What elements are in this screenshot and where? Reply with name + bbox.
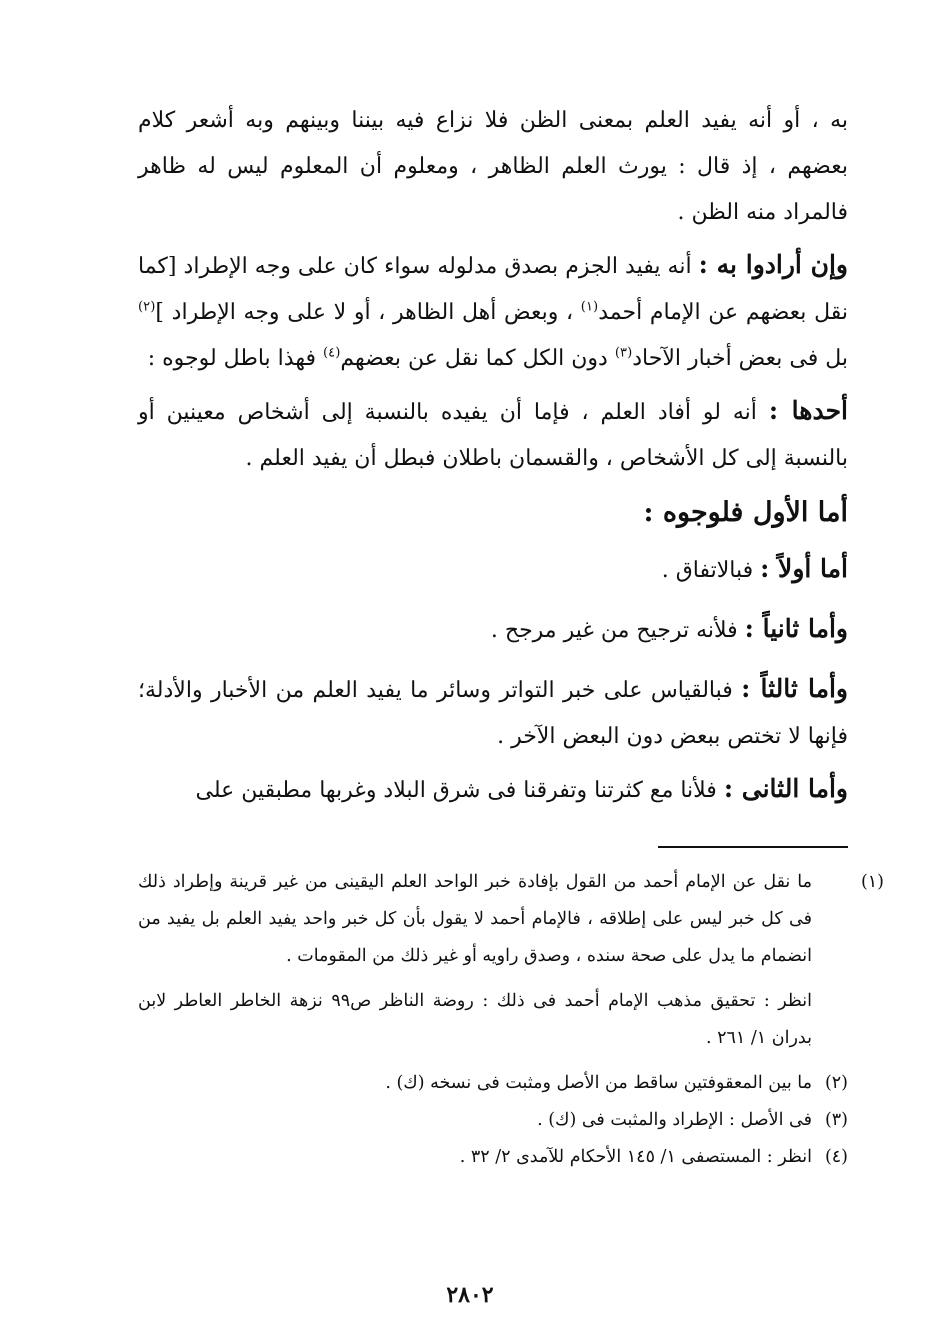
footnote-1-number: (١): [860, 872, 884, 892]
paragraph-2: [138, 242, 848, 382]
paragraph-4: [138, 540, 848, 600]
paragraph-7-text: فلأنا مع كثرتنا وتفرقنا فى شرق البلاد وغربها مطبقين على: [195, 778, 724, 803]
footnote-4-text: انظر : المستصفى ١/ ١٤٥ الأحكام للآمدى ٢/ ٣٢ .: [459, 1147, 812, 1167]
footnote-2-number: (٢): [824, 1073, 848, 1093]
paragraph-3-text: أنه لو أفاد العلم ، فإما أن يفيده بالنسبة إلى أشخاص معينين أو بالنسبة إلى كل الأشخاص ، والقسمان باطلان فبطل أن يفيد العلم .: [138, 400, 848, 471]
footnote-1: [138, 864, 884, 975]
footnote-ref-4[interactable]: (٤): [322, 345, 341, 361]
footnotes: [138, 864, 884, 1176]
footnote-1-text: ما نقل عن الإمام أحمد من القول بإفادة خبر الواحد العلم اليقينى من غير قرينة وإطراد ذلك فى كل خبر ليس على إطلاقه ، فالإمام أحمد لا يقول بأن كل خبر واحد يفيد العلم بل يفيد من انضمام ما يدل على صحة سنده ، وصدق راويه أو غير ذلك من المقومات .: [138, 872, 812, 966]
paragraph-7-lead: وأما الثانى :: [723, 774, 848, 803]
footnote-ref-3[interactable]: (٣): [614, 345, 633, 361]
paragraph-6-lead: وأما ثالثاً :: [741, 674, 848, 703]
footnote-2-text: ما بين المعقوفتين ساقط من الأصل ومثبت فى نسخه (ك) .: [385, 1073, 812, 1093]
paragraph-5: [138, 600, 848, 660]
footnote-divider: [658, 846, 848, 848]
section-heading: أما الأول فلوجوه :: [643, 497, 848, 528]
paragraph-2-text-d: دون الكل كما نقل عن بعضهم: [340, 346, 615, 371]
paragraph-6: [138, 666, 848, 760]
paragraph-2-text-e: فهذا باطل لوجوه :: [147, 346, 323, 371]
paragraph-5-lead: وأما ثانياً :: [744, 614, 848, 643]
paragraph-4-lead: أما أولاً :: [760, 554, 848, 583]
footnote-4-number: (٤): [824, 1147, 848, 1167]
paragraph-3-lead: أحدها :: [768, 396, 848, 425]
paragraph-2-text-a: أنه يفيد الجزم بصدق مدلوله سواء كان على وجه الإطراد [كما نقل بعضهم عن الإمام أحمد: [138, 254, 849, 325]
footnote-ref-1[interactable]: (١): [580, 299, 599, 315]
footnote-4: [138, 1139, 848, 1176]
paragraph-7: [138, 760, 848, 820]
footnote-ref-2[interactable]: (٢): [138, 299, 156, 315]
footnote-2: [138, 1065, 848, 1102]
paragraph-2-lead: وإن أرادوا به :: [698, 250, 849, 279]
paragraph-2-text-c: بل فى بعض أخبار الآحاد: [632, 346, 848, 371]
paragraph-2-text-b: ، وبعض أهل الظاهر ، أو لا على وجه الإطراد ]: [155, 300, 581, 325]
footnote-3: [138, 1102, 848, 1139]
footnote-1-reference: انظر : تحقيق مذهب الإمام أحمد فى ذلك : روضة الناظر ص٩٩ نزهة الخاطر العاطر لابن بدران ١/ ٢٦١ .: [138, 991, 812, 1048]
paragraph-4-text: فبالاتفاق .: [661, 558, 761, 583]
paragraph-5-text: فلأنه ترجيح من غير مرجح .: [490, 618, 745, 643]
paragraph-6-text: فبالقياس على خبر التواتر وسائر ما يفيد العلم من الأخبار والأدلة؛ فإنها لا تختص ببعض دون البعض الآخر .: [138, 678, 848, 749]
paragraph-1: به ، أو أنه يفيد العلم بمعنى الظن فلا نزاع فيه بيننا وبينهم وبه أشعر كلام بعضهم ، إذ قال : يورث العلم الظاهر ، ومعلوم أن المعلوم ليس له ظاهر فالمراد منه الظن .: [138, 108, 848, 225]
main-text: [138, 98, 848, 820]
page-number: ٢٨٠٢: [446, 1282, 494, 1308]
footnote-3-text: فى الأصل : الإطراد والمثبت فى (ك) .: [537, 1110, 812, 1130]
paragraph-3: [138, 388, 848, 482]
footnote-3-number: (٣): [824, 1110, 848, 1130]
